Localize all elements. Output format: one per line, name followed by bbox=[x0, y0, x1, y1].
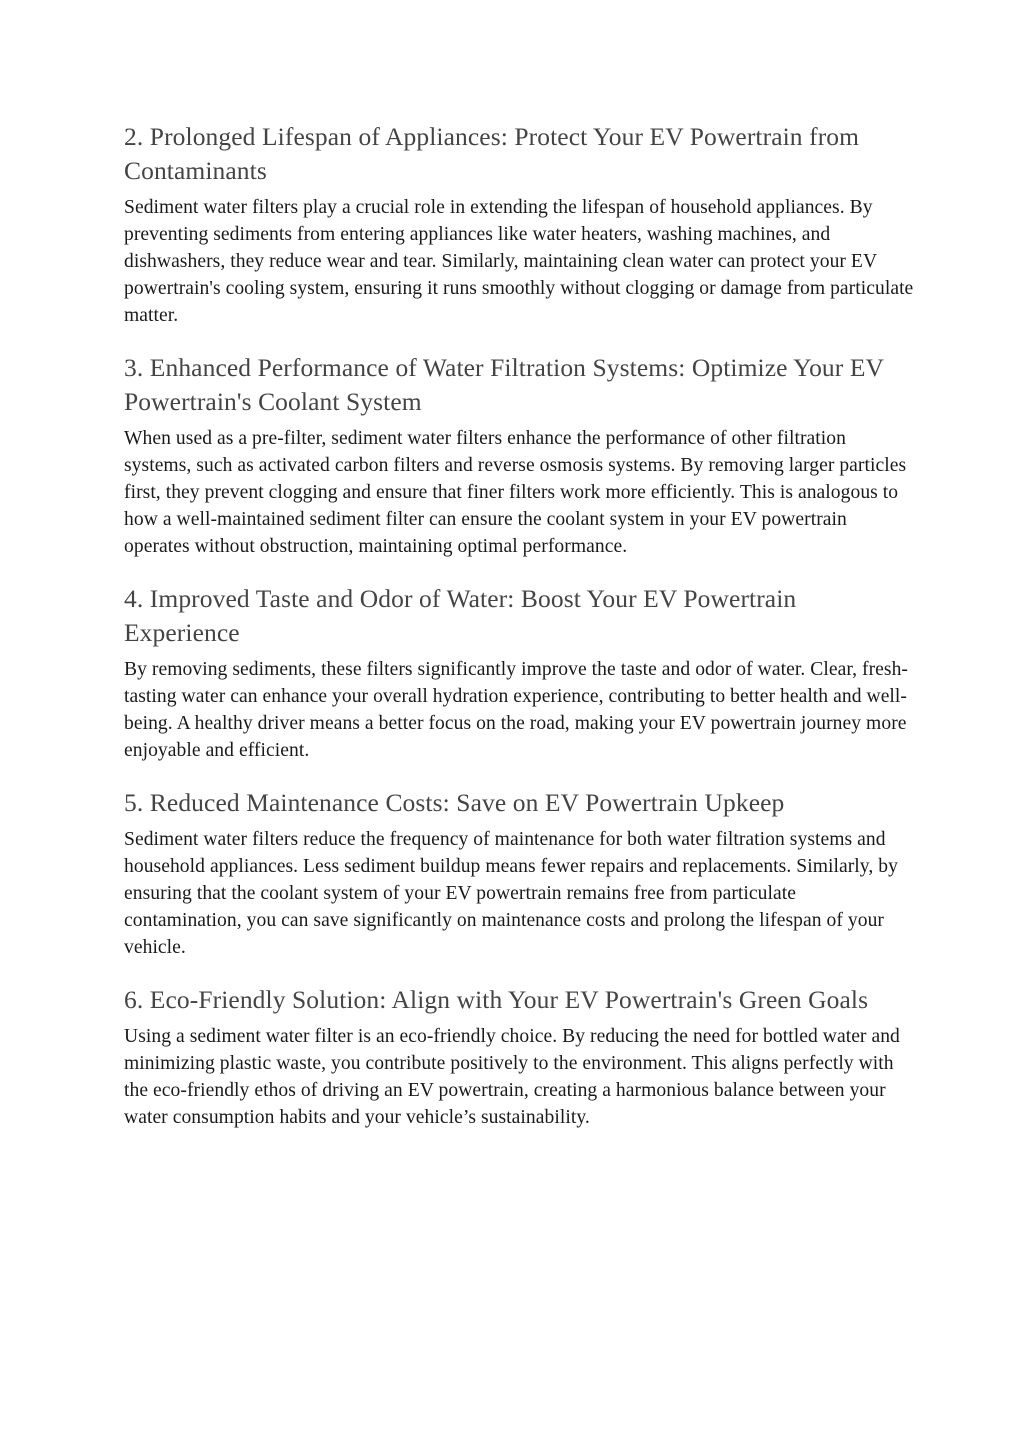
section-heading: 4. Improved Taste and Odor of Water: Boost Your EV Powertrain Experience bbox=[124, 584, 797, 647]
section-paragraph: By removing sediments, these filters significantly improve the taste and odor of water. Clear, fresh-tasting water can enhance your overall hydration experience, contributing to better health and well-being. A healthy driver means a better focus on the road, making your EV powertrain journey more enjoyable and efficient. bbox=[124, 659, 908, 761]
section-paragraph: When used as a pre-filter, sediment water filters enhance the performance of other filtration systems, such as activated carbon filters and reverse osmosis systems. By removing larger particles first, they prevent clogging and ensure that finer filters work more efficiently. This is analogous to how a well-maintained sediment filter can ensure the coolant system in your EV powertrain operates without obstruction, maintaining optimal performance. bbox=[124, 428, 907, 557]
section-heading: 5. Reduced Maintenance Costs: Save on EV Powertrain Upkeep bbox=[124, 788, 785, 817]
section-paragraph: Sediment water filters reduce the frequency of maintenance for both water filtration systems and household appliances. Less sediment buildup means fewer repairs and replacements. Similarly, by ensuring that the coolant system of your EV powertrain remains free from particulate contamination, you can save significantly on maintenance costs and prolong the lifespan of your vehicle. bbox=[124, 829, 898, 958]
section-maintenance-costs bbox=[124, 786, 914, 961]
section-taste-odor bbox=[124, 582, 914, 764]
document-page bbox=[124, 120, 914, 1153]
section-paragraph: Sediment water filters play a crucial role in extending the lifespan of household appliances. By preventing sediments from entering appliances like water heaters, washing machines, and dishwashers, they reduce wear and tear. Similarly, maintaining clean water can protect your EV powertrain's cooling system, ensuring it runs smoothly without clogging or damage from particulate matter. bbox=[124, 197, 914, 326]
section-heading: 3. Enhanced Performance of Water Filtration Systems: Optimize Your EV Powertrain's Coolant System bbox=[124, 353, 884, 416]
section-heading: 6. Eco-Friendly Solution: Align with Your EV Powertrain's Green Goals bbox=[124, 985, 869, 1014]
section-heading: 2. Prolonged Lifespan of Appliances: Protect Your EV Powertrain from Contaminants bbox=[124, 122, 860, 185]
section-paragraph: Using a sediment water filter is an eco-friendly choice. By reducing the need for bottled water and minimizing plastic waste, you contribute positively to the environment. This aligns perfectly with the eco-friendly ethos of driving an EV powertrain, creating a harmonious balance between your water consumption habits and your vehicle’s sustainability. bbox=[124, 1026, 900, 1128]
section-appliance-lifespan bbox=[124, 120, 914, 329]
section-eco-friendly bbox=[124, 983, 914, 1131]
section-filtration-performance bbox=[124, 351, 914, 560]
